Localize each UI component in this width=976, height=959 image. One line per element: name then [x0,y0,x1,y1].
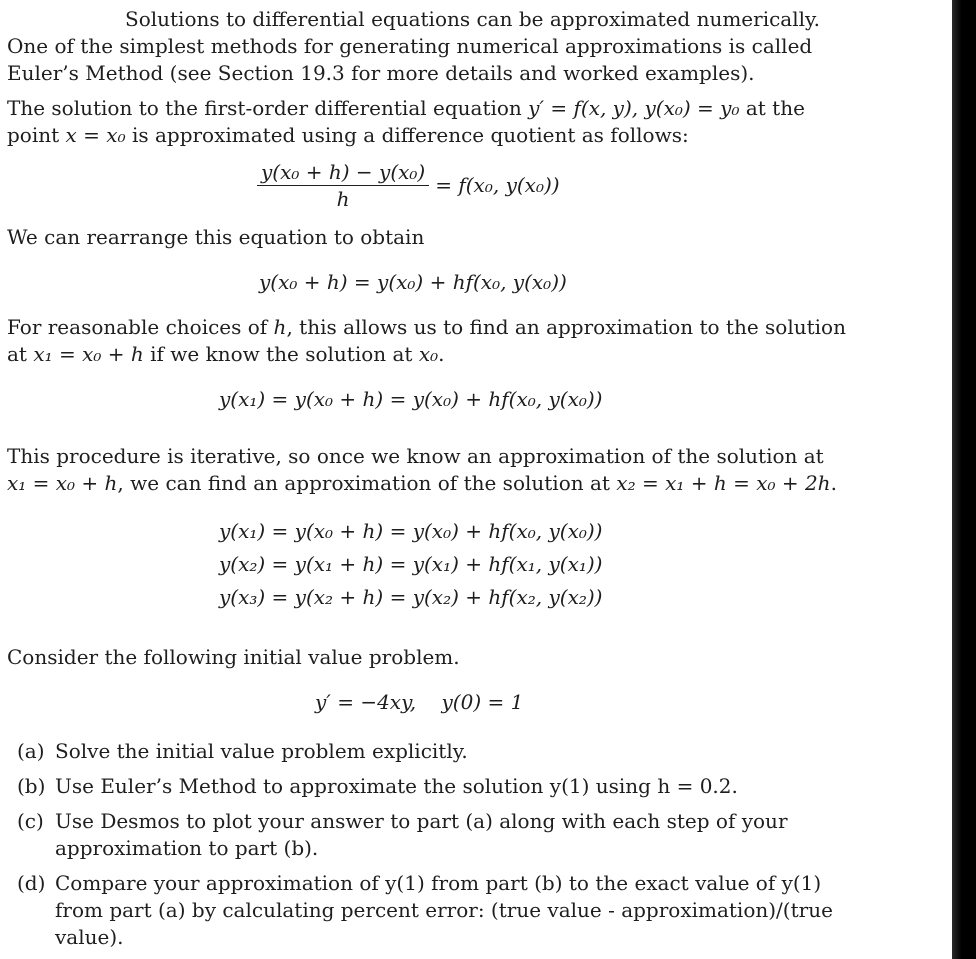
part-text-c: Use Desmos to plot your answer to part (a) along with each step of your approximation to part (b). [55,809,788,860]
list-item [7,738,847,765]
part-text-b: Use Euler’s Method to approximate the solution y(1) using h = 0.2. [55,774,738,798]
iteration-line-3: y(x₃) = y(x₂ + h) = y(x₂) + hf(x₂, y(x₂)) [219,585,603,609]
iterative-x1: x₁ = x₀ + h [7,471,118,495]
part-label-b: (b) [17,774,46,798]
part-label-c: (c) [17,809,44,833]
reasonable-paragraph [7,314,847,368]
ode-text-2: at the point [7,96,805,147]
reasonable-text-2: , this allows us to find an approximation to the solution at [7,315,846,366]
fraction-numerator: y(x₀ + h) − y(x₀) [261,160,426,184]
rearranged-equation: y(x₀ + h) = y(x₀) + hf(x₀, y(x₀)) [259,270,567,294]
window-edge-bar [952,0,976,959]
iterative-x2: x₂ = x₁ + h = x₀ + 2h [616,471,831,495]
iteration-line-1: y(x₁) = y(x₀ + h) = y(x₀) + hf(x₀, y(x₀)) [219,519,603,543]
part-text-d: Compare your approximation of y(1) from part (b) to the exact value of y(1) from part (a) by calculating percent error: (true value - approximation)/(true value). [55,871,833,949]
reasonable-period: . [438,342,445,366]
document-page [7,6,847,951]
ode-equation: y′ = f(x, y), y(x₀) = y₀ [528,96,740,120]
list-item [7,870,847,951]
fraction-denominator: h [257,185,429,212]
iterative-text-2: , we can find an approximation of the solution at [117,471,610,495]
iteration-equations [7,515,847,614]
part-label-a: (a) [17,739,45,763]
ode-text-1: The solution to the first-order differential equation [7,96,522,120]
reasonable-text-3: if we know the solution at [150,342,413,366]
difference-quotient-fraction [259,159,427,212]
difference-quotient-equation [7,159,847,212]
iteration-line-2: y(x₂) = y(x₁ + h) = y(x₁) + hf(x₁, y(x₁)) [219,552,603,576]
problem-parts-list [7,738,847,951]
reasonable-text-1: For reasonable choices of [7,315,268,339]
iterative-period: . [830,471,837,495]
rearrange-text: We can rearrange this equation to obtain [7,225,425,249]
ivp-text: Consider the following initial value problem. [7,645,460,669]
ivp-equation: y′ = −4xy, y(0) = 1 [315,690,524,714]
iterative-paragraph [7,443,847,497]
euler-step-equation: y(x₁) = y(x₀ + h) = y(x₀) + hf(x₀, y(x₀)) [219,387,603,411]
iterative-text-1: This procedure is iterative, so once we know an approximation of the solution at [7,444,824,468]
reasonable-x0: x₀ [418,342,439,366]
ode-text-3: is approximated using a difference quotient as follows: [131,123,689,147]
ode-paragraph [7,95,847,149]
reasonable-h: h [273,315,287,339]
ode-point: x = x₀ [65,123,126,147]
list-item [7,773,847,800]
part-label-d: (d) [17,871,46,895]
intro-paragraph: Solutions to differential equations can be approximated numerically. One of the simplest methods for generating numerical approximations is called Euler’s Method (see Section 19.3 for more details and worked examples). [7,7,821,85]
reasonable-x1: x₁ = x₀ + h [33,342,144,366]
list-item [7,808,847,862]
part-text-a: Solve the initial value problem explicitly. [55,739,468,763]
difference-quotient-rhs: = f(x₀, y(x₀)) [435,173,560,197]
